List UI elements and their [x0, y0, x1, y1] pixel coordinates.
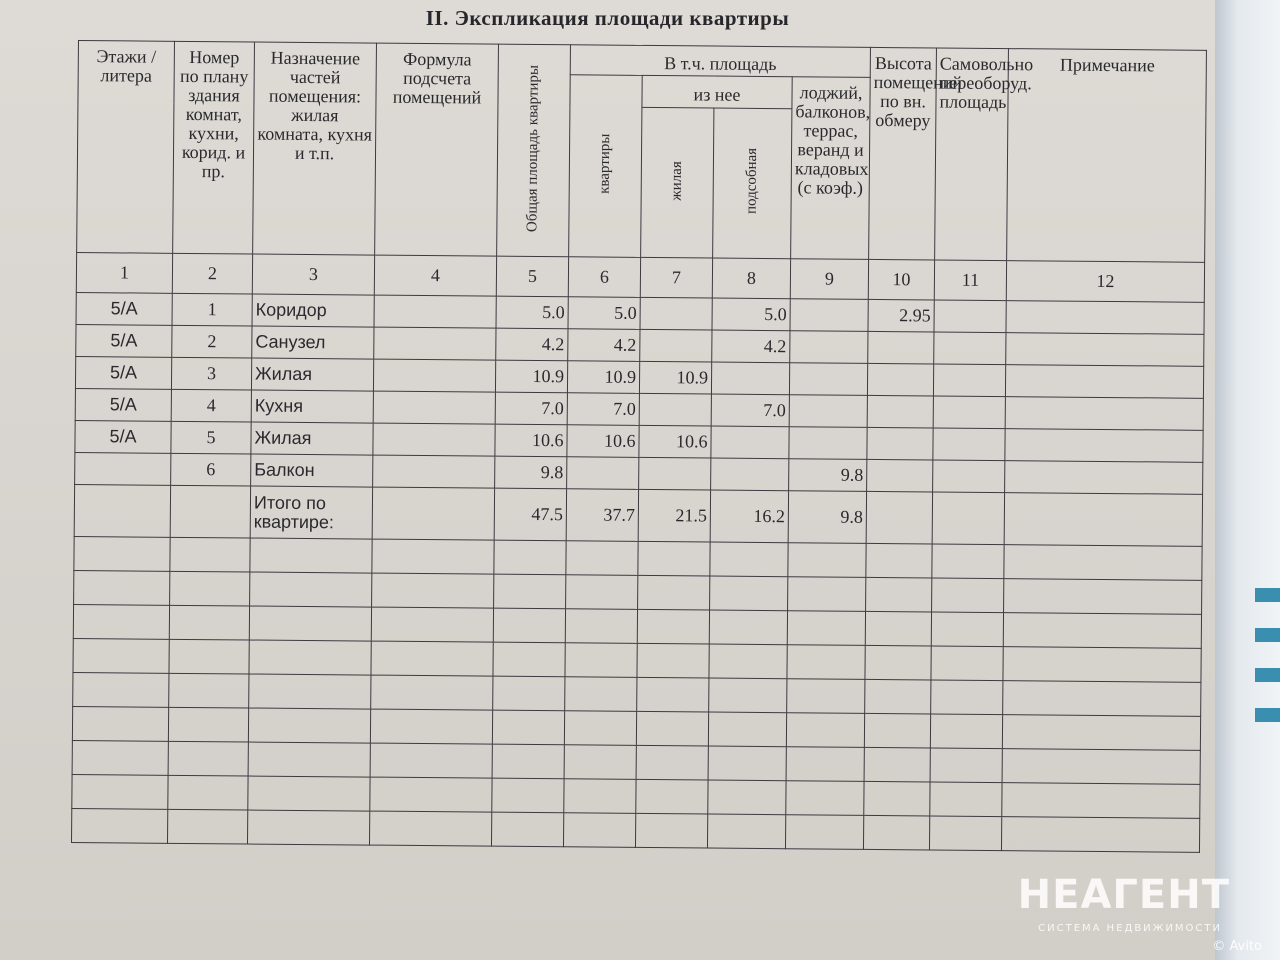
- header-subgroup: из нее: [642, 75, 792, 108]
- total-area: 47.5: [494, 488, 566, 541]
- header-total-area: Общая площадь квартиры: [497, 44, 571, 257]
- header-formula: Формула подсчета помещений: [375, 43, 499, 256]
- header-living: жилая: [641, 107, 714, 258]
- table-row: 5/А 2 Санузел 4.2 4.2 4.2: [76, 324, 1204, 366]
- copyright-icon: ©: [1212, 939, 1226, 954]
- total-flat: 37.7: [566, 489, 638, 542]
- total-balcony: 9.8: [788, 491, 866, 544]
- header-unauthorized: Самовольно переоборуд. площадь: [935, 48, 1009, 261]
- sheet-edge: [1215, 0, 1280, 960]
- table-row: 5/А 1 Коридор 5.0 5.0 5.0 2.95: [76, 292, 1204, 334]
- header-floor: Этажи / литера: [77, 41, 175, 254]
- watermark-tagline: СИСТЕМА НЕДВИЖИМОСТИ: [1038, 923, 1222, 934]
- table-row: 5/А 3 Жилая 10.9 10.9 10.9: [75, 356, 1203, 398]
- watermark-logo: НЕАГЕНТ: [1017, 872, 1230, 918]
- table-row: 6 Балкон 9.8 9.8: [75, 452, 1203, 494]
- header-balcony: лоджий, балконов, террас, веранд и кладовых (с коэф.): [791, 77, 871, 260]
- column-number-row: 1 2 3 4 5 6 7 8 9 10 11 12: [76, 252, 1204, 302]
- header-height: Высота помещений по вн. обмеру: [869, 47, 937, 260]
- total-living: 21.5: [638, 489, 710, 542]
- table-row: 5/А 5 Жилая 10.6 10.6 10.6: [75, 420, 1203, 462]
- total-label: Итого по квартире:: [250, 486, 372, 539]
- header-auxiliary: подсобная: [713, 108, 792, 259]
- header-area-group: В т.ч. площадь: [570, 45, 870, 78]
- document-title: II. Экспликация площади квартиры: [425, 6, 790, 30]
- header-flat-area: квартиры: [569, 75, 643, 258]
- explication-table: [71, 40, 1207, 853]
- table-row: 5/А 4 Кухня 7.0 7.0 7.0: [75, 388, 1203, 430]
- header-plan-number: Номер по плану здания комнат, кухни, корид. и пр.: [173, 41, 255, 254]
- header-note: Примечание: [1007, 49, 1207, 263]
- avito-watermark: © Avito: [1212, 939, 1262, 954]
- total-aux: 16.2: [710, 490, 788, 543]
- header-purpose: Назначение частей помещения: жилая комната, кухня и т.п.: [253, 42, 377, 255]
